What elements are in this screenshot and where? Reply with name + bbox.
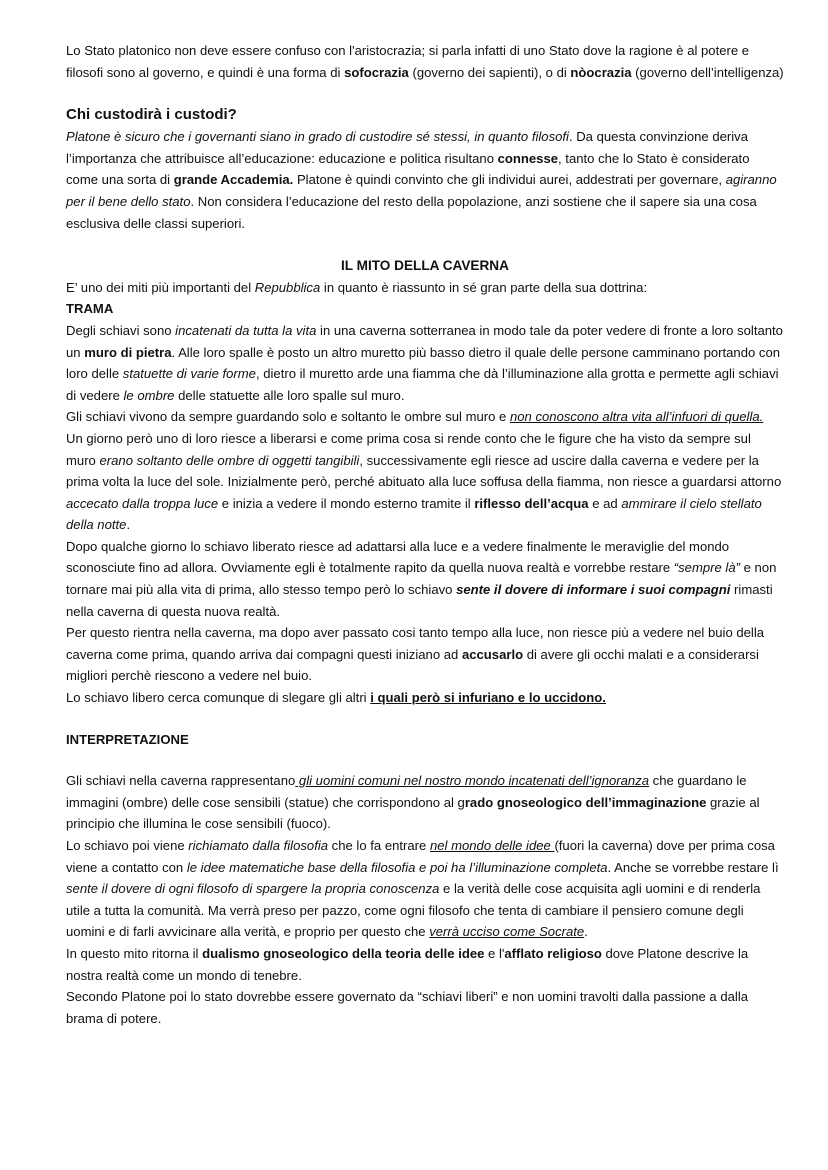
underlined-italic-text: gli uomini comuni nel nostro mondo incatenati dell’ignoranza <box>295 773 650 789</box>
text: rimasti nella caverna di questa nuova realtà. <box>66 582 773 619</box>
paragraph-trama-6 <box>66 687 784 709</box>
label-trama: TRAMA <box>66 301 114 317</box>
text: (governo dell’intelligenza) <box>631 64 784 80</box>
italic-text: Platone è sicuro che i governanti siano in grado di custodire sé stessi, in quanto filosofi <box>66 129 569 145</box>
text: Per questo rientra nella caverna, ma dopo aver passato cosi tanto tempo alla luce, non riesce più a vedere nel buio della caverna come prima, quando arriva dai compagni questi iniziano ad <box>66 625 765 662</box>
text: (governo dei sapienti), o di <box>408 64 571 80</box>
spacer <box>66 83 784 104</box>
bold-text: rado gnoseologico dell’immaginazione <box>464 794 707 810</box>
italic-text: agiranno per il bene dello stato <box>66 172 777 209</box>
italic-text: le ombre <box>123 387 175 403</box>
text: delle statuette alle loro spalle sul muro. <box>174 387 405 403</box>
text: e l' <box>484 945 505 961</box>
text: . <box>584 924 588 940</box>
bold-text: muro di pietra <box>84 344 172 360</box>
text: e la verità delle cose acquisita agli uomini e di renderla utile a tutta la comunità. Ma verrà preso per pazzo, come ogni filosofo che tenta di cambiare il pensiero comune degli uomini e di farli avvicinare alla verità, e proprio per questo che <box>66 881 761 940</box>
text: Un giorno però uno di loro riesce a liberarsi e come prima cosa si rende conto che le figure che ha visto da sempre sul muro <box>66 430 751 468</box>
text: E’ uno dei miti più importanti del <box>66 279 255 295</box>
text: e inizia a vedere il mondo esterno tramite il <box>218 495 475 511</box>
italic-text: incatenati da tutta la vita <box>175 322 317 338</box>
italic-text: richiamato dalla filosofia <box>188 838 329 853</box>
italic-text: ammirare il cielo stellato della notte <box>66 495 762 533</box>
text: grazie al principio che illumina le cose sensibili (fuoco). <box>66 794 760 832</box>
text: che lo fa entrare <box>328 838 430 853</box>
paragraph-trama-2 <box>66 406 784 428</box>
text: Degli schiavi sono <box>66 322 176 338</box>
text: dove Platone descrive la nostra realtà come un mondo di tenebre. <box>66 945 749 983</box>
paragraph-trama-1 <box>66 320 784 406</box>
underlined-bold-text: i quali però si infuriano e lo uccidono. <box>370 690 606 706</box>
bold-text: dualismo gnoseologico della teoria delle idee <box>202 945 485 961</box>
text: In questo mito ritorna il <box>66 945 203 961</box>
text: di avere gli occhi malati e a considerarsi migliori perchè riescono a vedere nel buio. <box>66 646 759 684</box>
text: , tanto che lo Stato è considerato come una sorta di <box>66 150 750 188</box>
underlined-italic-text: non conoscono altra vita all’infuori di quella. <box>509 409 764 425</box>
spacer <box>66 750 784 770</box>
italic-text: sente il dovere di ogni filosofo di spargere la propria conoscenza <box>66 881 440 897</box>
label-interpretazione: INTERPRETAZIONE <box>66 731 189 747</box>
paragraph-mito-intro <box>66 277 784 299</box>
text: Gli schiavi vivono da sempre guardando solo e soltanto le ombre sul muro e <box>66 409 510 425</box>
text: , successivamente egli riesce ad uscire dalla caverna e vedere per la prima volta la luce del sole. Inizialmente però, perché abituato alla luce soffusa della fiamma, non riesce a guardarsi attorno <box>66 452 782 490</box>
italic-text: Repubblica <box>254 279 321 295</box>
text: e non tornare mai più alla vita di prima, allo stesso tempo però lo schiavo <box>66 560 777 598</box>
paragraph-custodi <box>66 126 784 234</box>
text: Lo schiavo poi viene <box>66 838 189 853</box>
text: in quanto è riassunto in sé gran parte della sua dottrina: <box>320 279 648 295</box>
underlined-italic-text: nel mondo delle idee <box>429 838 555 853</box>
italic-text: accecato dalla troppa luce <box>66 495 219 511</box>
text: Gli schiavi nella caverna rappresentano <box>66 773 296 789</box>
paragraph-trama-4 <box>66 536 784 622</box>
text: che guardano le immagini (ombre) delle cose sensibili (statue) che corrispondono al g <box>66 773 747 810</box>
text: Platone è quindi convinto che gli individui aurei, addestrati per governare, <box>293 172 726 188</box>
section-title-mito: IL MITO DELLA CAVERNA <box>341 258 509 274</box>
text: , dietro il muretto arde una fiamma che dà l’illuminazione alla grotta e permette agli schiavi di vedere <box>66 366 779 403</box>
paragraph-trama-5 <box>66 622 784 687</box>
paragraph-interp-2 <box>66 835 784 943</box>
paragraph-interp-1 <box>66 770 784 835</box>
text: in una caverna sotterranea in modo tale da poter vedere di fronte a loro soltanto un <box>66 322 783 360</box>
spacer <box>66 234 784 255</box>
bold-text: riflesso dell’acqua <box>474 495 589 511</box>
italic-text: statuette di varie forme <box>122 366 256 382</box>
bold-text: grande Accademia. <box>173 172 294 188</box>
italic-text: “sempre là” <box>673 560 740 576</box>
text: . Alle loro spalle è posto un altro muretto più basso dietro il quale delle persone camminano portando con loro delle <box>66 344 781 382</box>
paragraph-interp-4: Secondo Platone poi lo stato dovrebbe essere governato da “schiavi liberi” e non uomini travolti dalla passione a dalla brama di potere. <box>66 989 749 1026</box>
bold-text: accusarlo <box>461 646 524 662</box>
text: . Anche se vorrebbe restare lì <box>607 859 779 875</box>
text: . <box>126 517 131 533</box>
spacer <box>66 709 784 729</box>
section-heading-custodi: Chi custodirà i custodi? <box>66 106 237 124</box>
underlined-italic-text: verrà ucciso come Socrate <box>429 924 585 940</box>
text: Lo schiavo libero cerca comunque di slegare gli altri <box>66 690 371 706</box>
text: Dopo qualche giorno lo schiavo liberato riesce ad adattarsi alla luce e a vedere finalmente le meraviglie del mondo sconosciute fino ad allora. Ovviamente egli è totalmente rapito da quella nuova realtà e vorrebbe restare <box>66 538 730 576</box>
text: . Non considera l’educazione del resto della popolazione, anzi sostiene che il sapere sia una cosa esclusiva delle classi superiori. <box>66 193 757 231</box>
bold-text: connesse <box>497 150 559 166</box>
bold-text: afflato religioso <box>504 945 602 961</box>
paragraph-interp-3 <box>66 943 784 986</box>
bold-text: nòocrazia <box>570 64 632 80</box>
text: Lo Stato platonico non deve essere confuso con l'aristocrazia; si parla infatti di uno Stato dove la ragione è al potere e filosofi sono al governo, e quindi è una forma di <box>66 43 750 80</box>
bold-italic-text: sente il dovere di informare i suoi compagni <box>456 582 731 598</box>
text: (fuori la caverna) dove per prima cosa viene a contatto con <box>66 838 775 875</box>
text: e ad <box>588 495 622 511</box>
italic-text: erano soltanto delle ombre di oggetti tangibili <box>99 452 360 468</box>
bold-text: sofocrazia <box>344 64 409 80</box>
paragraph-trama-3 <box>66 428 784 536</box>
italic-text: le idee matematiche base della filosofia e poi ha l’illuminazione completa <box>186 859 608 875</box>
paragraph-sofocrazia <box>66 40 784 83</box>
text: . Da questa convinzione deriva l’importanza che attribuisce all’educazione: educazione e politica risultano <box>66 129 749 166</box>
